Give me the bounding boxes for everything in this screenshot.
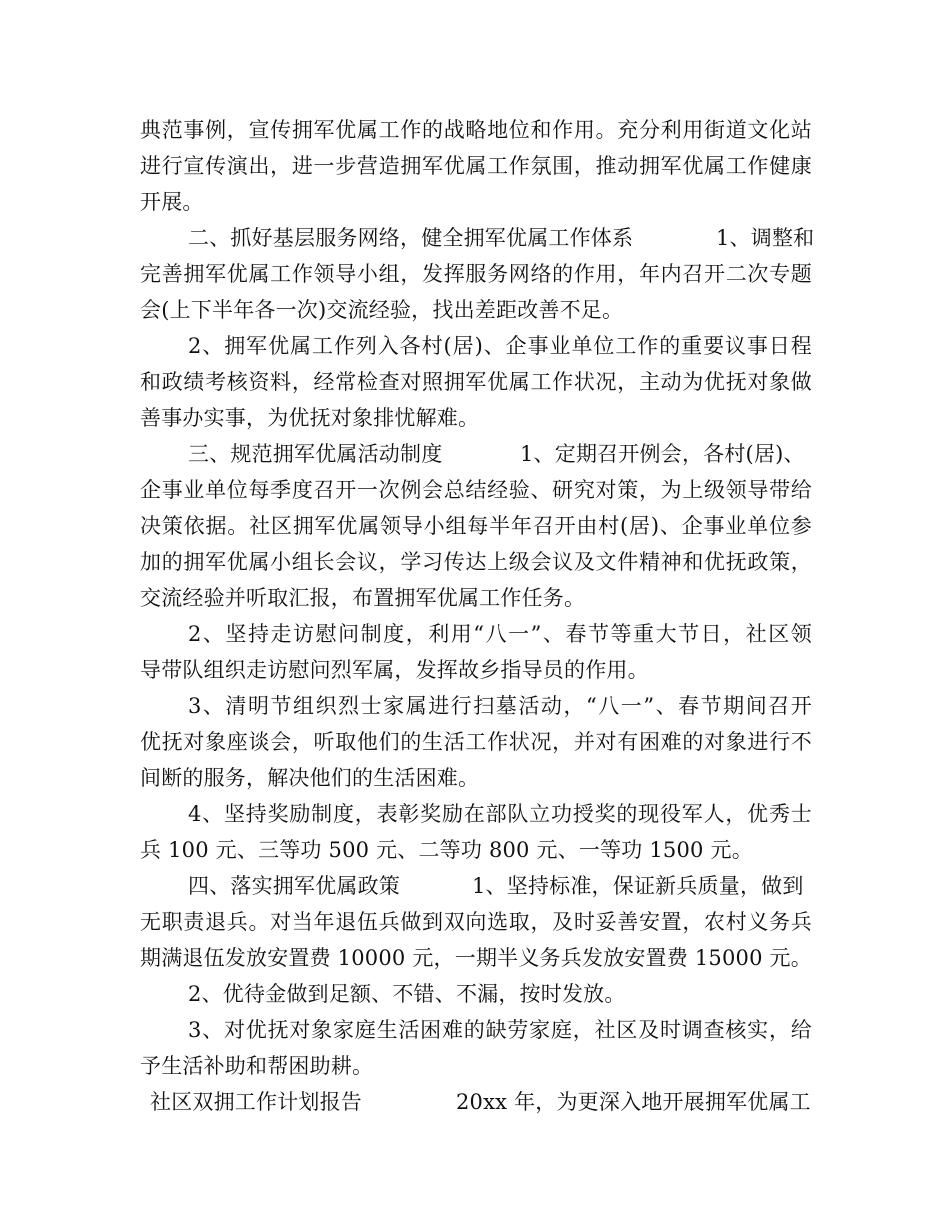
paragraph-line: 期满退伍发放安置费 10000 元，一期半义务兵发放安置费 15000 元。: [140, 946, 812, 970]
section-heading-line: [188, 868, 812, 904]
paragraph-line: 3、清明节组织烈士家属进行扫墓活动，“八一”、春节期间召开: [188, 694, 812, 718]
paragraph-line: 交流经验并听取汇报，布置拥军优属工作任务。: [140, 586, 586, 610]
paragraph-line: 决策依据。社区拥军优属领导小组每半年召开由村(居)、企事业单位参: [140, 514, 812, 538]
paragraph-line: 进行宣传演出，进一步营造拥军优属工作氛围，推动拥军优属工作健康: [140, 154, 812, 178]
paragraph-line: 开展。: [140, 190, 204, 214]
paragraph-line: 无职责退兵。对当年退伍兵做到双向选取，及时妥善安置，农村义务兵: [140, 910, 812, 934]
paragraph-line: 2、优待金做到足额、不错、不漏，按时发放。: [188, 982, 626, 1006]
next-section-intro: 20xx 年，为更深入地开展拥军优属工: [456, 1090, 811, 1114]
paragraph-line: 会(上下半年各一次)交流经验，找出差距改善不足。: [140, 298, 624, 322]
paragraph-line: 间断的服务，解决他们的生活困难。: [140, 766, 480, 790]
section-heading: 四、落实拥军优属政策: [188, 874, 400, 898]
next-section-line: [150, 1084, 812, 1120]
section-heading: 二、抓好基层服务网络，健全拥军优属工作体系: [188, 226, 634, 250]
section-heading-line: [188, 436, 812, 472]
paragraph-line: 和政绩考核资料，经常检查对照拥军优属工作状况，主动为优抚对象做: [140, 370, 812, 394]
paragraph-inline-start: 1、坚持标准，保证新兵质量，做到: [472, 874, 804, 898]
paragraph-line: 企事业单位每季度召开一次例会总结经验、研究对策，为上级领导带给: [140, 478, 812, 502]
paragraph-line: 典范事例，宣传拥军优属工作的战略地位和作用。充分利用街道文化站: [140, 118, 812, 142]
paragraph-line: 导带队组织走访慰问烈军属，发挥故乡指导员的作用。: [140, 658, 649, 682]
paragraph-line: 3、对优抚对象家庭生活困难的缺劳家庭，社区及时调查核实，给: [188, 1018, 812, 1042]
paragraph-line: 予生活补助和帮困助耕。: [140, 1054, 374, 1078]
section-heading-line: [188, 220, 815, 256]
paragraph-line: 4、坚持奖励制度，表彰奖励在部队立功授奖的现役军人，优秀士: [188, 802, 812, 826]
paragraph-line: 2、拥军优属工作列入各村(居)、企事业单位工作的重要议事日程: [188, 334, 812, 358]
paragraph-line: 完善拥军优属工作领导小组，发挥服务网络的作用，年内召开二次专题: [140, 262, 812, 286]
paragraph-line: 兵 100 元、三等功 500 元、二等功 800 元、一等功 1500 元。: [140, 838, 753, 862]
paragraph-inline-start: 1、定期召开例会，各村(居)、: [520, 442, 805, 466]
paragraph-line: 2、坚持走访慰问制度，利用“八一”、春节等重大节日，社区领: [188, 622, 812, 646]
paragraph-line: 加的拥军优属小组长会议，学习传达上级会议及文件精神和优抚政策，: [140, 550, 812, 574]
paragraph-line: 善事办实事，为优抚对象排忧解难。: [140, 406, 480, 430]
section-heading: 三、规范拥军优属活动制度: [188, 442, 443, 466]
paragraph-inline-start: 1、调整和: [716, 226, 815, 250]
paragraph-line: 优抚对象座谈会，听取他们的生活工作状况，并对有困难的对象进行不: [140, 730, 812, 754]
next-section-title: 社区双拥工作计划报告: [150, 1090, 362, 1114]
